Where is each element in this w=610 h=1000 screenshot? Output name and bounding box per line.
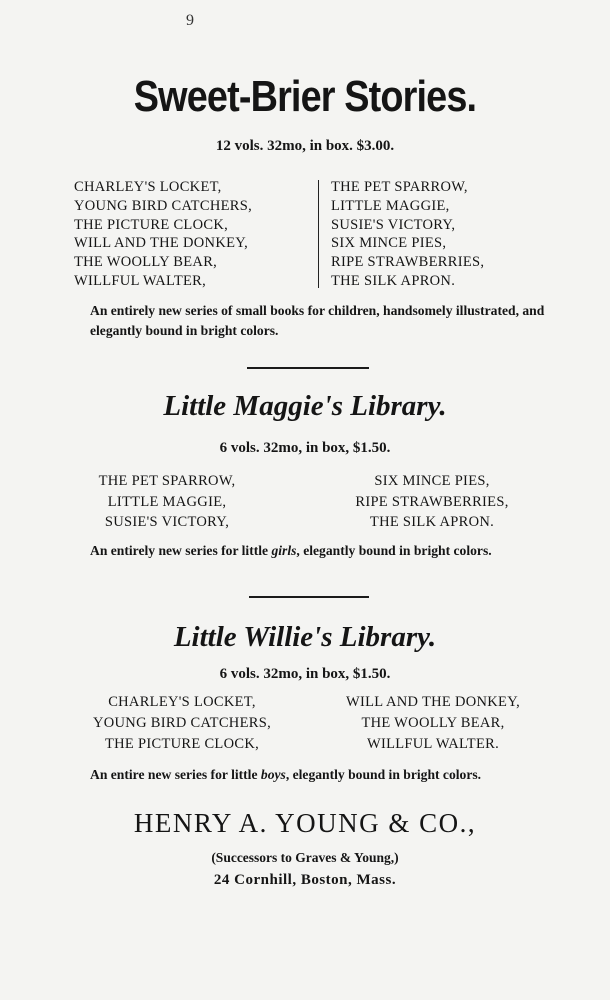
book-title: THE WOOLLY BEAR,: [361, 715, 505, 731]
book-title: WILLFUL WALTER.: [366, 736, 500, 752]
little-willie-description: [72, 765, 542, 785]
book-title: RIPE STRAWBERRIES,: [355, 493, 509, 510]
little-willie-subtitle: 6 vols. 32mo, in box, $1.50.: [219, 666, 391, 682]
book-title: SIX MINCE PIES,: [374, 473, 490, 489]
page-mark: 9: [186, 12, 194, 29]
little-maggie-description: [72, 541, 542, 561]
little-maggie-subtitle: 6 vols. 32mo, in box, $1.50.: [219, 440, 391, 456]
sweet-brier-description: [72, 301, 552, 341]
book-title: SIX MINCE PIES,: [331, 235, 447, 252]
section-rule: [249, 596, 369, 598]
publisher-name: HENRY A. YOUNG & CO.,: [133, 808, 477, 838]
sweet-brier-title: Sweet-Brier Stories.: [133, 72, 477, 121]
book-title: YOUNG BIRD CATCHERS,: [74, 197, 253, 214]
book-title: WILLFUL WALTER,: [74, 272, 207, 289]
sweet-brier-right-list: [331, 178, 484, 291]
little-maggie-title: Little Maggie's Library.: [163, 390, 447, 422]
publisher-successors: (Successors to Graves & Young,): [211, 850, 399, 865]
book-title: THE PET SPARROW,: [98, 473, 236, 489]
book-title: CHARLEY'S LOCKET,: [74, 179, 222, 195]
book-title: CHARLEY'S LOCKET,: [108, 694, 256, 710]
description-text: An entirely new series for little girls, elegantly bound in bright colors.: [90, 543, 492, 558]
sweet-brier-subtitle: 12 vols. 32mo, in box. $3.00.: [215, 138, 395, 154]
book-title: SUSIE'S VICTORY,: [331, 216, 456, 233]
book-title: LITTLE MAGGIE,: [107, 493, 227, 510]
section-rule: [247, 367, 369, 369]
book-title: SUSIE'S VICTORY,: [104, 514, 230, 530]
little-willie-right-list: [318, 692, 548, 755]
little-maggie-right-list: [322, 471, 542, 533]
sweet-brier-left-list: [74, 178, 252, 291]
column-divider: [318, 180, 319, 288]
book-title: THE WOOLLY BEAR,: [74, 254, 218, 271]
book-title: THE PICTURE CLOCK,: [104, 736, 260, 752]
book-title: LITTLE MAGGIE,: [331, 197, 450, 214]
book-title: THE SILK APRON.: [331, 272, 456, 289]
little-maggie-left-list: [62, 471, 272, 533]
book-title: WILL AND THE DONKEY,: [345, 694, 521, 710]
little-willie-title: Little Willie's Library.: [173, 621, 437, 653]
description-text: An entirely new series of small books for children, handsomely illustrated, and elegantly bound in bright colors.: [90, 303, 545, 338]
book-title: YOUNG BIRD CATCHERS,: [92, 715, 271, 731]
little-willie-left-list: [62, 692, 302, 755]
description-text: An entire new series for little boys, elegantly bound in bright colors.: [90, 767, 482, 782]
book-title: WILL AND THE DONKEY,: [74, 235, 249, 252]
publisher-address: 24 Cornhill, Boston, Mass.: [213, 872, 397, 888]
book-title: THE PICTURE CLOCK,: [74, 216, 229, 233]
book-title: RIPE STRAWBERRIES,: [331, 254, 485, 271]
book-title: THE PET SPARROW,: [331, 179, 468, 195]
book-title: THE SILK APRON.: [369, 514, 495, 530]
